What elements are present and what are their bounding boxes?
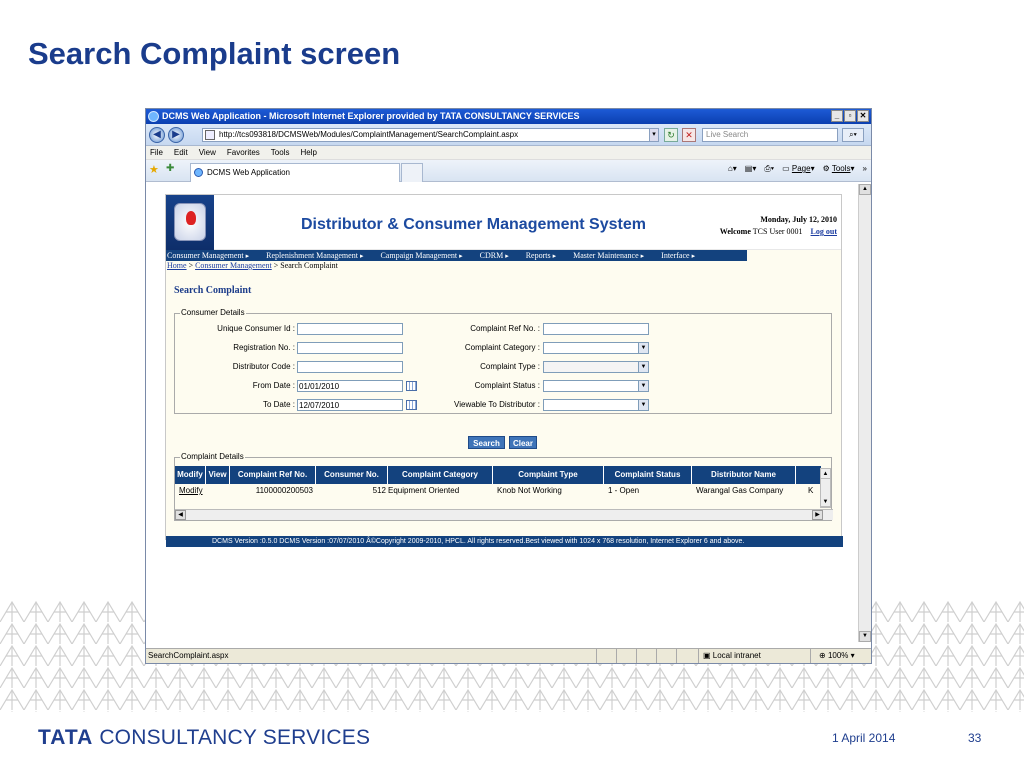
- minimize-button[interactable]: _: [831, 110, 843, 122]
- nav-interface[interactable]: Interface ▸: [660, 250, 695, 261]
- nav-campaign-management[interactable]: Campaign Management ▸: [379, 250, 462, 261]
- close-button[interactable]: ✕: [857, 110, 869, 122]
- chevron-right-icon[interactable]: »: [862, 164, 867, 173]
- slide-title: Search Complaint screen: [28, 36, 401, 71]
- tab-dcms[interactable]: DCMS Web Application: [190, 163, 400, 182]
- col-view: View: [206, 466, 230, 484]
- nav-master-maintenance[interactable]: Master Maintenance ▸: [572, 250, 644, 261]
- modify-link[interactable]: Modify: [179, 486, 203, 495]
- menu-help[interactable]: Help: [300, 148, 317, 157]
- complaint-type-select[interactable]: [543, 361, 649, 373]
- page-heading: Search Complaint: [174, 285, 252, 296]
- view-cell[interactable]: [206, 484, 230, 498]
- security-zone: ▣ Local intranet: [698, 649, 808, 663]
- consumer-details-legend: Consumer Details: [181, 308, 245, 317]
- window-title: DCMS Web Application - Microsoft Internet Explorer provided by TATA CONSULTANCY SERVICES: [162, 111, 580, 121]
- slide-page-number: 33: [968, 731, 982, 745]
- crumb-current: Search Complaint: [280, 261, 338, 270]
- scroll-up-icon[interactable]: ▲: [822, 471, 829, 477]
- extra-cell: K: [808, 486, 814, 495]
- table-row: [175, 484, 821, 498]
- complaint-details-legend: Complaint Details: [181, 452, 244, 461]
- new-tab-button[interactable]: [401, 163, 423, 182]
- add-favorite-icon[interactable]: ✚: [166, 163, 175, 174]
- maximize-button[interactable]: ▫: [844, 110, 856, 122]
- app-title: Distributor & Consumer Management System: [301, 216, 646, 233]
- app-header: [166, 195, 841, 250]
- dcms-app: [165, 194, 842, 545]
- page-vertical-scrollbar[interactable]: [858, 184, 871, 642]
- search-button[interactable]: Search: [468, 436, 505, 449]
- url-field[interactable]: http://tcs093818/DCMSWeb/Modules/ComplaintManagement/SearchComplaint.aspx: [202, 128, 658, 142]
- registration-no-input[interactable]: [297, 342, 403, 354]
- scroll-left-icon[interactable]: ◀: [175, 510, 186, 520]
- app-footer: DCMS Version :0.5.0 DCMS Version :07/07/2010 Â©Copyright 2009-2010, HPCL. All rights reserved.Best viewed with 1024 x 768 resolution, Internet Explorer 6 and above.: [166, 536, 843, 547]
- nav-cdrm[interactable]: CDRM ▸: [479, 250, 509, 261]
- from-date-input[interactable]: [297, 380, 403, 392]
- browser-window: [145, 108, 872, 664]
- status-bar: [146, 648, 871, 663]
- crumb-consumer-management[interactable]: Consumer Management: [195, 261, 272, 270]
- col-complaint-type: Complaint Type: [493, 466, 604, 484]
- menu-bar: [146, 146, 871, 160]
- menu-edit[interactable]: Edit: [173, 148, 188, 157]
- chevron-down-icon: ▼: [638, 362, 648, 372]
- clear-button[interactable]: Clear: [509, 436, 537, 449]
- grid-horizontal-scrollbar[interactable]: [175, 509, 833, 520]
- complaint-ref-no-input[interactable]: [543, 323, 649, 335]
- back-icon[interactable]: ◀: [149, 127, 165, 143]
- refresh-icon[interactable]: ↻: [664, 128, 678, 142]
- tools-menu[interactable]: ⚙ Tools▾: [822, 164, 855, 173]
- scroll-down-icon[interactable]: ▼: [859, 631, 871, 642]
- consumer-details-fieldset: Consumer Details Unique Consumer Id : Registration No. : Distributor Code : From Date : 01/01/2010 To Date : 12/07/2010 Complaint Ref No. : Complaint Category : ▼ Complaint Type : ▼ Complaint Status : ▼ Viewable To Distributor : ▼: [174, 313, 832, 414]
- complaint-category-select[interactable]: [543, 342, 649, 354]
- col-complaint-category: Complaint Category: [388, 466, 493, 484]
- complaint-details-fieldset: [174, 452, 832, 521]
- page-viewport: [146, 184, 859, 642]
- calendar-icon[interactable]: [406, 400, 417, 410]
- consumer-cell: 512: [372, 486, 386, 495]
- grid-header: [175, 466, 821, 484]
- feeds-icon[interactable]: ▤▾: [744, 164, 757, 173]
- col-complaint-ref-no: Complaint Ref No.: [230, 466, 316, 484]
- scroll-down-icon[interactable]: ▼: [822, 499, 829, 505]
- grid-vertical-scrollbar[interactable]: [820, 468, 831, 508]
- scroll-right-icon[interactable]: ▶: [812, 510, 823, 520]
- complaint-status-select[interactable]: [543, 380, 649, 392]
- menu-tools[interactable]: Tools: [270, 148, 290, 157]
- col-modify: Modify: [175, 466, 206, 484]
- tcs-logo: TATA CONSULTANCY SERVICES: [38, 726, 371, 749]
- type-cell: Knob Not Working: [497, 486, 562, 495]
- breadcrumb: Home > Consumer Management > Search Complaint: [167, 261, 338, 270]
- nav-consumer-management[interactable]: Consumer Management ▸: [166, 250, 249, 261]
- stop-icon[interactable]: ✕: [682, 128, 696, 142]
- zoom-control[interactable]: ⊕ 100% ▾: [810, 649, 870, 663]
- crumb-home[interactable]: Home: [167, 261, 187, 270]
- col-distributor-name: Distributor Name: [692, 466, 796, 484]
- favorites-bar: [146, 160, 871, 182]
- menu-view[interactable]: View: [198, 148, 216, 157]
- ref-cell: 1100000200503: [255, 486, 313, 495]
- col-complaint-status: Complaint Status: [604, 466, 692, 484]
- logout-link[interactable]: Log out: [810, 227, 837, 236]
- forward-icon[interactable]: ▶: [168, 127, 184, 143]
- unique-consumer-id-input[interactable]: [297, 323, 403, 335]
- app-date: Monday, July 12, 2010: [760, 215, 837, 224]
- ie-icon: [148, 111, 159, 122]
- print-icon[interactable]: ⎙▾: [764, 164, 775, 173]
- chevron-down-icon: ▼: [638, 343, 648, 353]
- page-menu[interactable]: ▭ Page▾: [782, 164, 815, 173]
- calendar-icon[interactable]: [406, 381, 417, 391]
- flame-icon: [186, 211, 196, 225]
- scroll-up-icon[interactable]: ▲: [859, 184, 871, 195]
- app-nav: [166, 250, 747, 261]
- live-search-input[interactable]: Live Search: [702, 128, 838, 142]
- nav-reports[interactable]: Reports ▸: [525, 250, 556, 261]
- home-icon[interactable]: ⌂▾: [727, 164, 737, 173]
- search-icon[interactable]: ⌕▾: [842, 128, 864, 142]
- chevron-down-icon: ▼: [638, 400, 648, 410]
- hp-gas-logo: [166, 195, 214, 250]
- menu-favorites[interactable]: Favorites: [226, 148, 260, 157]
- chevron-down-icon: ▼: [638, 381, 648, 391]
- ie-tab-icon: [194, 168, 203, 177]
- col-consumer-no: Consumer No.: [316, 466, 388, 484]
- distributor-cell: Warangal Gas Company: [696, 486, 784, 495]
- to-date-input[interactable]: [297, 399, 403, 411]
- url-dropdown[interactable]: ▾: [649, 128, 659, 142]
- status-text: SearchComplaint.aspx: [148, 651, 229, 660]
- welcome-text: Welcome TCS User 0001 Log out: [719, 227, 837, 236]
- distributor-code-input[interactable]: [297, 361, 403, 373]
- nav-replenishment-management[interactable]: Replenishment Management ▸: [265, 250, 363, 261]
- complaint-grid: [175, 466, 821, 498]
- slide-date: 1 April 2014: [832, 731, 896, 745]
- status-cell: 1 - Open: [608, 486, 640, 495]
- menu-file[interactable]: File: [150, 148, 163, 157]
- address-bar: [146, 124, 871, 146]
- window-titlebar: [146, 109, 871, 124]
- favorites-star-icon[interactable]: ★: [149, 164, 159, 176]
- viewable-to-distributor-select[interactable]: [543, 399, 649, 411]
- category-cell: Equipment Oriented: [388, 486, 460, 495]
- page-icon: [205, 130, 215, 140]
